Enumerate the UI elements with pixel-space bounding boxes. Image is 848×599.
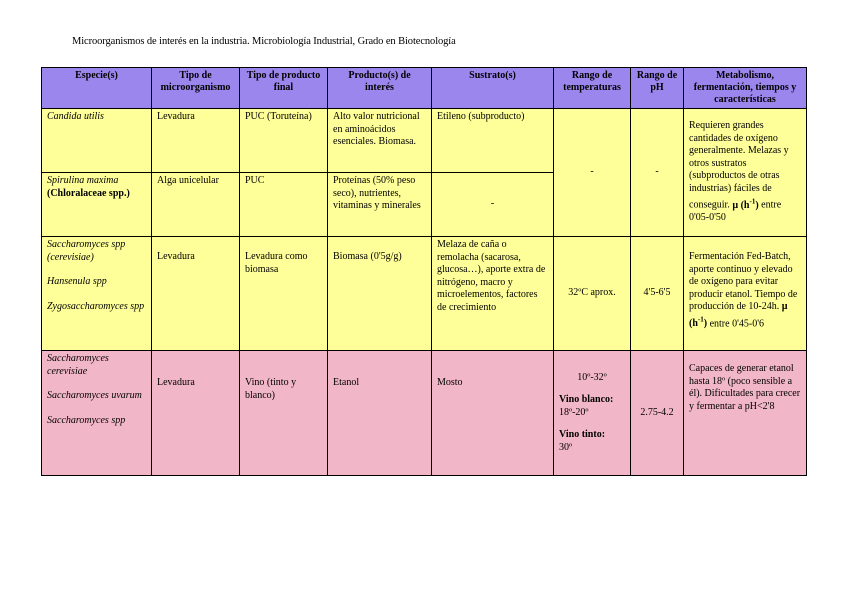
species-1: Saccharomyces cerevisiae xyxy=(47,353,109,377)
cell-temp: - xyxy=(554,109,631,237)
header-temperaturas: Rango de temperaturas xyxy=(554,68,631,109)
mu-close: ) xyxy=(755,199,759,211)
temp-blanco-label: Vino blanco: xyxy=(559,394,614,406)
temp-tinto: 30º xyxy=(559,441,573,453)
species-3: Saccharomyces spp xyxy=(47,414,126,426)
species-family: (Chloralaceae spp.) xyxy=(47,187,130,199)
temp-blanco: 18º-20º xyxy=(559,406,589,418)
metabolismo-text: Fermentación Fed-Batch, aporte continuo y elevado de oxígeno para evitar producir etanol. Tiempo de producción de 10-24h. xyxy=(689,251,798,312)
species-1: Saccharomyces spp (cerevisiae) xyxy=(47,239,126,263)
cell-producto-final: PUC (Toruteína) xyxy=(240,109,328,173)
cell-sustrato: Melaza de caña o remolacha (sacarosa, glucosa…), aporte extra de nitrógeno, macro y microelementos, factores de crecimiento xyxy=(432,237,554,351)
mu-exponent: -1 xyxy=(697,315,704,324)
cell-tipo: Levadura xyxy=(152,351,240,476)
cell-especie xyxy=(42,237,152,351)
mu-range: entre 0'05-0'50 xyxy=(689,199,782,224)
cell-producto-final: Levadura como biomasa xyxy=(240,237,328,351)
mu-label: µ (h xyxy=(732,199,750,211)
mu-exponent: -1 xyxy=(749,197,756,206)
cell-producto-final: Vino (tinto y blanco) xyxy=(240,351,328,476)
species-2: Hansenula spp xyxy=(47,276,107,287)
cell-producto: Alto valor nutricional en aminoácidos esenciales. Biomasa. xyxy=(328,109,432,173)
cell-metabolismo xyxy=(684,237,807,351)
cell-sustrato: Mosto xyxy=(432,351,554,476)
cell-producto: Etanol xyxy=(328,351,432,476)
document-title: Microorganismos de interés en la industria. Microbiología Industrial, Grado en Biotecnología xyxy=(72,36,456,47)
cell-especie: Candida utilis xyxy=(42,109,152,173)
cell-especie xyxy=(42,351,152,476)
mu-range: entre 0'45-0'6 xyxy=(707,317,765,329)
cell-tipo: Levadura xyxy=(152,109,240,173)
cell-sustrato: - xyxy=(432,173,554,237)
mu-label: µ (h xyxy=(689,301,788,329)
cell-tipo: Levadura xyxy=(152,237,240,351)
cell-temp: 32ºC aprox. xyxy=(554,237,631,351)
table-row-candida xyxy=(42,109,807,173)
cell-producto: Proteínas (50% peso seco), nutrientes, vitaminas y minerales xyxy=(328,173,432,237)
metabolismo-text: Requieren grandes cantidades de oxígeno generalmente. Melazas y otros sustratos (subproductos de otras industrias) fáciles de conseguir. xyxy=(689,120,789,211)
cell-metabolismo xyxy=(684,109,807,237)
header-tipo-microorganismo: Tipo de microorganismo xyxy=(152,68,240,109)
temp-tinto-label: Vino tinto: xyxy=(559,429,606,441)
cell-ph: - xyxy=(631,109,684,237)
species-name: Spirulina maxima xyxy=(47,175,119,186)
species-2: Saccharomyces uvarum xyxy=(47,390,142,401)
cell-sustrato: Etileno (subproducto) xyxy=(432,109,554,173)
header-tipo-producto: Tipo de producto final xyxy=(240,68,328,109)
cell-producto-final: PUC xyxy=(240,173,328,237)
table-row-saccharomyces-biomasa xyxy=(42,237,807,351)
mu-close: ) xyxy=(703,317,708,329)
header-producto: Producto(s) de interés xyxy=(328,68,432,109)
cell-ph: 2.75-4.2 xyxy=(631,351,684,476)
cell-ph: 4'5-6'5 xyxy=(631,237,684,351)
header-especie: Especie(s) xyxy=(42,68,152,109)
cell-metabolismo: Capaces de generar etanol hasta 18º (poco sensible a él). Dificultades para crecer y fermentar a pH<2'8 xyxy=(684,351,807,476)
cell-temp xyxy=(554,351,631,476)
temp-general: 10º-32º xyxy=(577,371,607,383)
cell-producto: Biomasa (0'5g/g) xyxy=(328,237,432,351)
table-row-saccharomyces-vino xyxy=(42,351,807,476)
microorganisms-table xyxy=(41,67,807,476)
header-sustrato: Sustrato(s) xyxy=(432,68,554,109)
cell-especie xyxy=(42,173,152,237)
header-ph: Rango de pH xyxy=(631,68,684,109)
species-3: Zygosaccharomyces spp xyxy=(47,300,145,312)
cell-tipo: Alga unicelular xyxy=(152,173,240,237)
header-row xyxy=(42,68,807,109)
header-metabolismo: Metabolismo, fermentación, tiempos y características xyxy=(684,68,807,109)
